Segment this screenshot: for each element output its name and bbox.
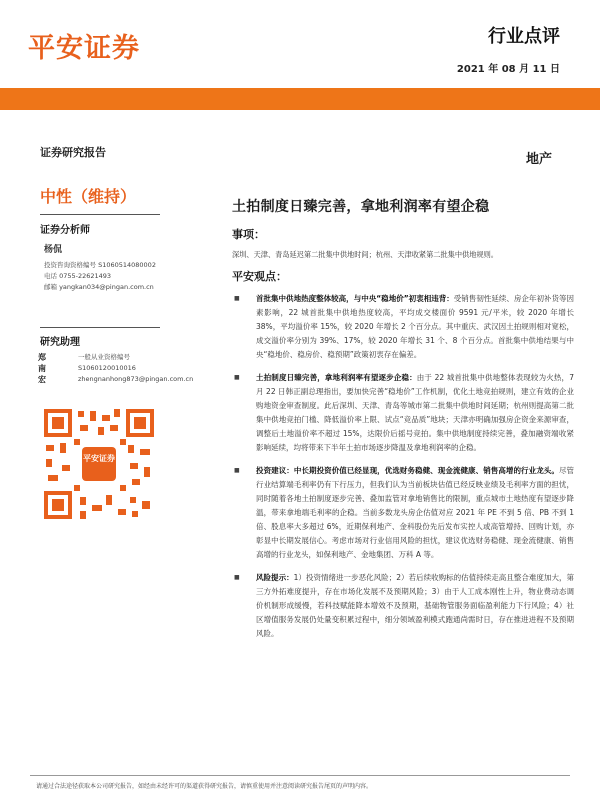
divider: [40, 214, 160, 215]
assistant-info: [78, 352, 193, 385]
report-date: 2021 年 08 月 11 日: [456, 64, 560, 75]
bullet-lead: 投资建议：中长期投资价值已经显现，优选财务稳健、现金流健康、销售高增的行业龙头。: [256, 466, 559, 475]
list-item: [234, 571, 574, 641]
assistant-name: 郑南宏: [38, 353, 46, 384]
assistant-license-label: 一般从业资格编号: [78, 353, 130, 361]
bullet-body: 1）投资情绪进一步恶化风险；2）若后续收购标的估值持续走高且整合难度加大，第三方外拓难度提升，存在市场化发展不及预期风险；3）由于人工成本刚性上升，物业费动态调价机制形成缓慢，若科技赋能降本增效不及预期，基础物管服务面临盈利能力下行风险；4）社区增值服务发展仍处量变积累过程中，细分领域盈利模式跑通尚需时日，存在推进进程不及预期风险。: [256, 573, 575, 638]
bullet-body: 由于 22 城首批集中供地整体表现较为火热，7 月 22 日韩正副总理指出，要加快完善“稳地价”工作机制，优化土地竞拍规则，建立有效的企业购地资金审查制度。此后深圳、天津、青岛等城市第二批集中供地时间延期；杭州则提高第二批集中供地竞拍门槛、降低溢价率上限、试点“竞品质”地块；天津亦明确加强房企资金来源审查，调整后土地溢价率不超过 15%，达限价后摇号竞拍。集中供地制度持续完善，叠加融资端收紧影响延续，均将带来下半年土拍市场逐步降温及拿地利润率的企稳。: [256, 373, 574, 452]
page-title: 土拍制度日臻完善，拿地利润率有望企稳: [232, 199, 490, 215]
bullet-body: 尽管行业结算端毛利率仍有下行压力，但我们认为当前板块估值已经反映业绩及毛利率方面的担忧，同时随着各地土拍制度逐步完善、叠加监管对拿地销售比的限制，重点城市土地热度有望逐步降温，带来拿地端毛利率的企稳。当前多数龙头房企估值对应 2021 年 PE 不到 5 倍、PB 不到 1 倍、股息率大多超过 6%，近期保利地产、金科股份先后发布实控人或高管增持、回购计划，亦彰显中长期发展信心。考虑市场对行业信用风险的担忧，建议优选财务稳健、现金流健康、销售高增的行业龙头，如保利地产、金地集团、万科 A 等。: [256, 466, 575, 559]
analyst-section-title: 证券分析师: [40, 225, 90, 236]
viewpoint-list: [234, 292, 574, 650]
view-heading: 平安观点：: [232, 270, 287, 283]
analyst-email[interactable]: 邮箱 yangkan034@pingan.com.cn: [44, 283, 154, 291]
analyst-license: 投资咨询资格编号 S1060514080002: [44, 261, 156, 269]
list-item: [234, 292, 574, 362]
bullet-lead: 土拍制度日臻完善，拿地利润率有望逐步企稳：: [256, 373, 417, 382]
analyst-name: 杨侃: [44, 245, 63, 255]
report-label: 证券研究报告: [40, 146, 106, 159]
company-logo: 平安证券: [28, 33, 140, 64]
header-band: [0, 88, 600, 110]
qr-code-icon[interactable]: [40, 405, 158, 523]
footer-divider: [30, 775, 570, 776]
footer-disclaimer: 请通过合法途径获取本公司研究报告，如经由未经许可的渠道获得研究报告，请慎重使用并注意阅读研究报告尾页的声明内容。: [36, 783, 373, 790]
analyst-info: [44, 260, 156, 293]
assistant-license-number: S1060120010016: [78, 364, 136, 372]
assistant-section-title: 研究助理: [40, 337, 80, 348]
assistant-email[interactable]: zhengnanhong873@pingan.com.cn: [78, 375, 194, 383]
document-type: 行业点评: [488, 26, 560, 47]
event-text: 深圳、天津、青岛延迟第二批集中供地时间；杭州、天津收紧第二批集中供地规则。: [232, 250, 498, 259]
event-heading: 事项：: [232, 228, 265, 241]
bullet-body: 受销售韧性延续、房企年初补货等因素影响，22 城首批集中供地热度较高，平均成交楼面价 9591 元/平米，较 2020 年增长 38%，平均溢价率 15%，较 2020 年增长 2 个百分点。其中重庆、武汉因土拍规则相对宽松，成交溢价率分别为 39%、17%，较 2020 年增长 31 个、8 个百分点。首批集中供地结果与中央“稳地价、稳房价、稳预期”政策初衷存在偏差。: [256, 294, 575, 359]
qr-logo-badge: 平安证券: [82, 447, 116, 481]
list-item: [234, 371, 574, 455]
rating-badge: 中性（维持）: [40, 187, 137, 206]
sector-label: 地产: [525, 152, 552, 167]
list-item: [234, 464, 574, 562]
bullet-lead: 风险提示：: [256, 573, 294, 582]
bullet-lead: 首批集中供地热度整体较高，与中央“稳地价”初衷相违背：: [256, 294, 454, 303]
divider: [40, 327, 160, 328]
analyst-phone: 电话 0755-22621493: [44, 272, 112, 280]
